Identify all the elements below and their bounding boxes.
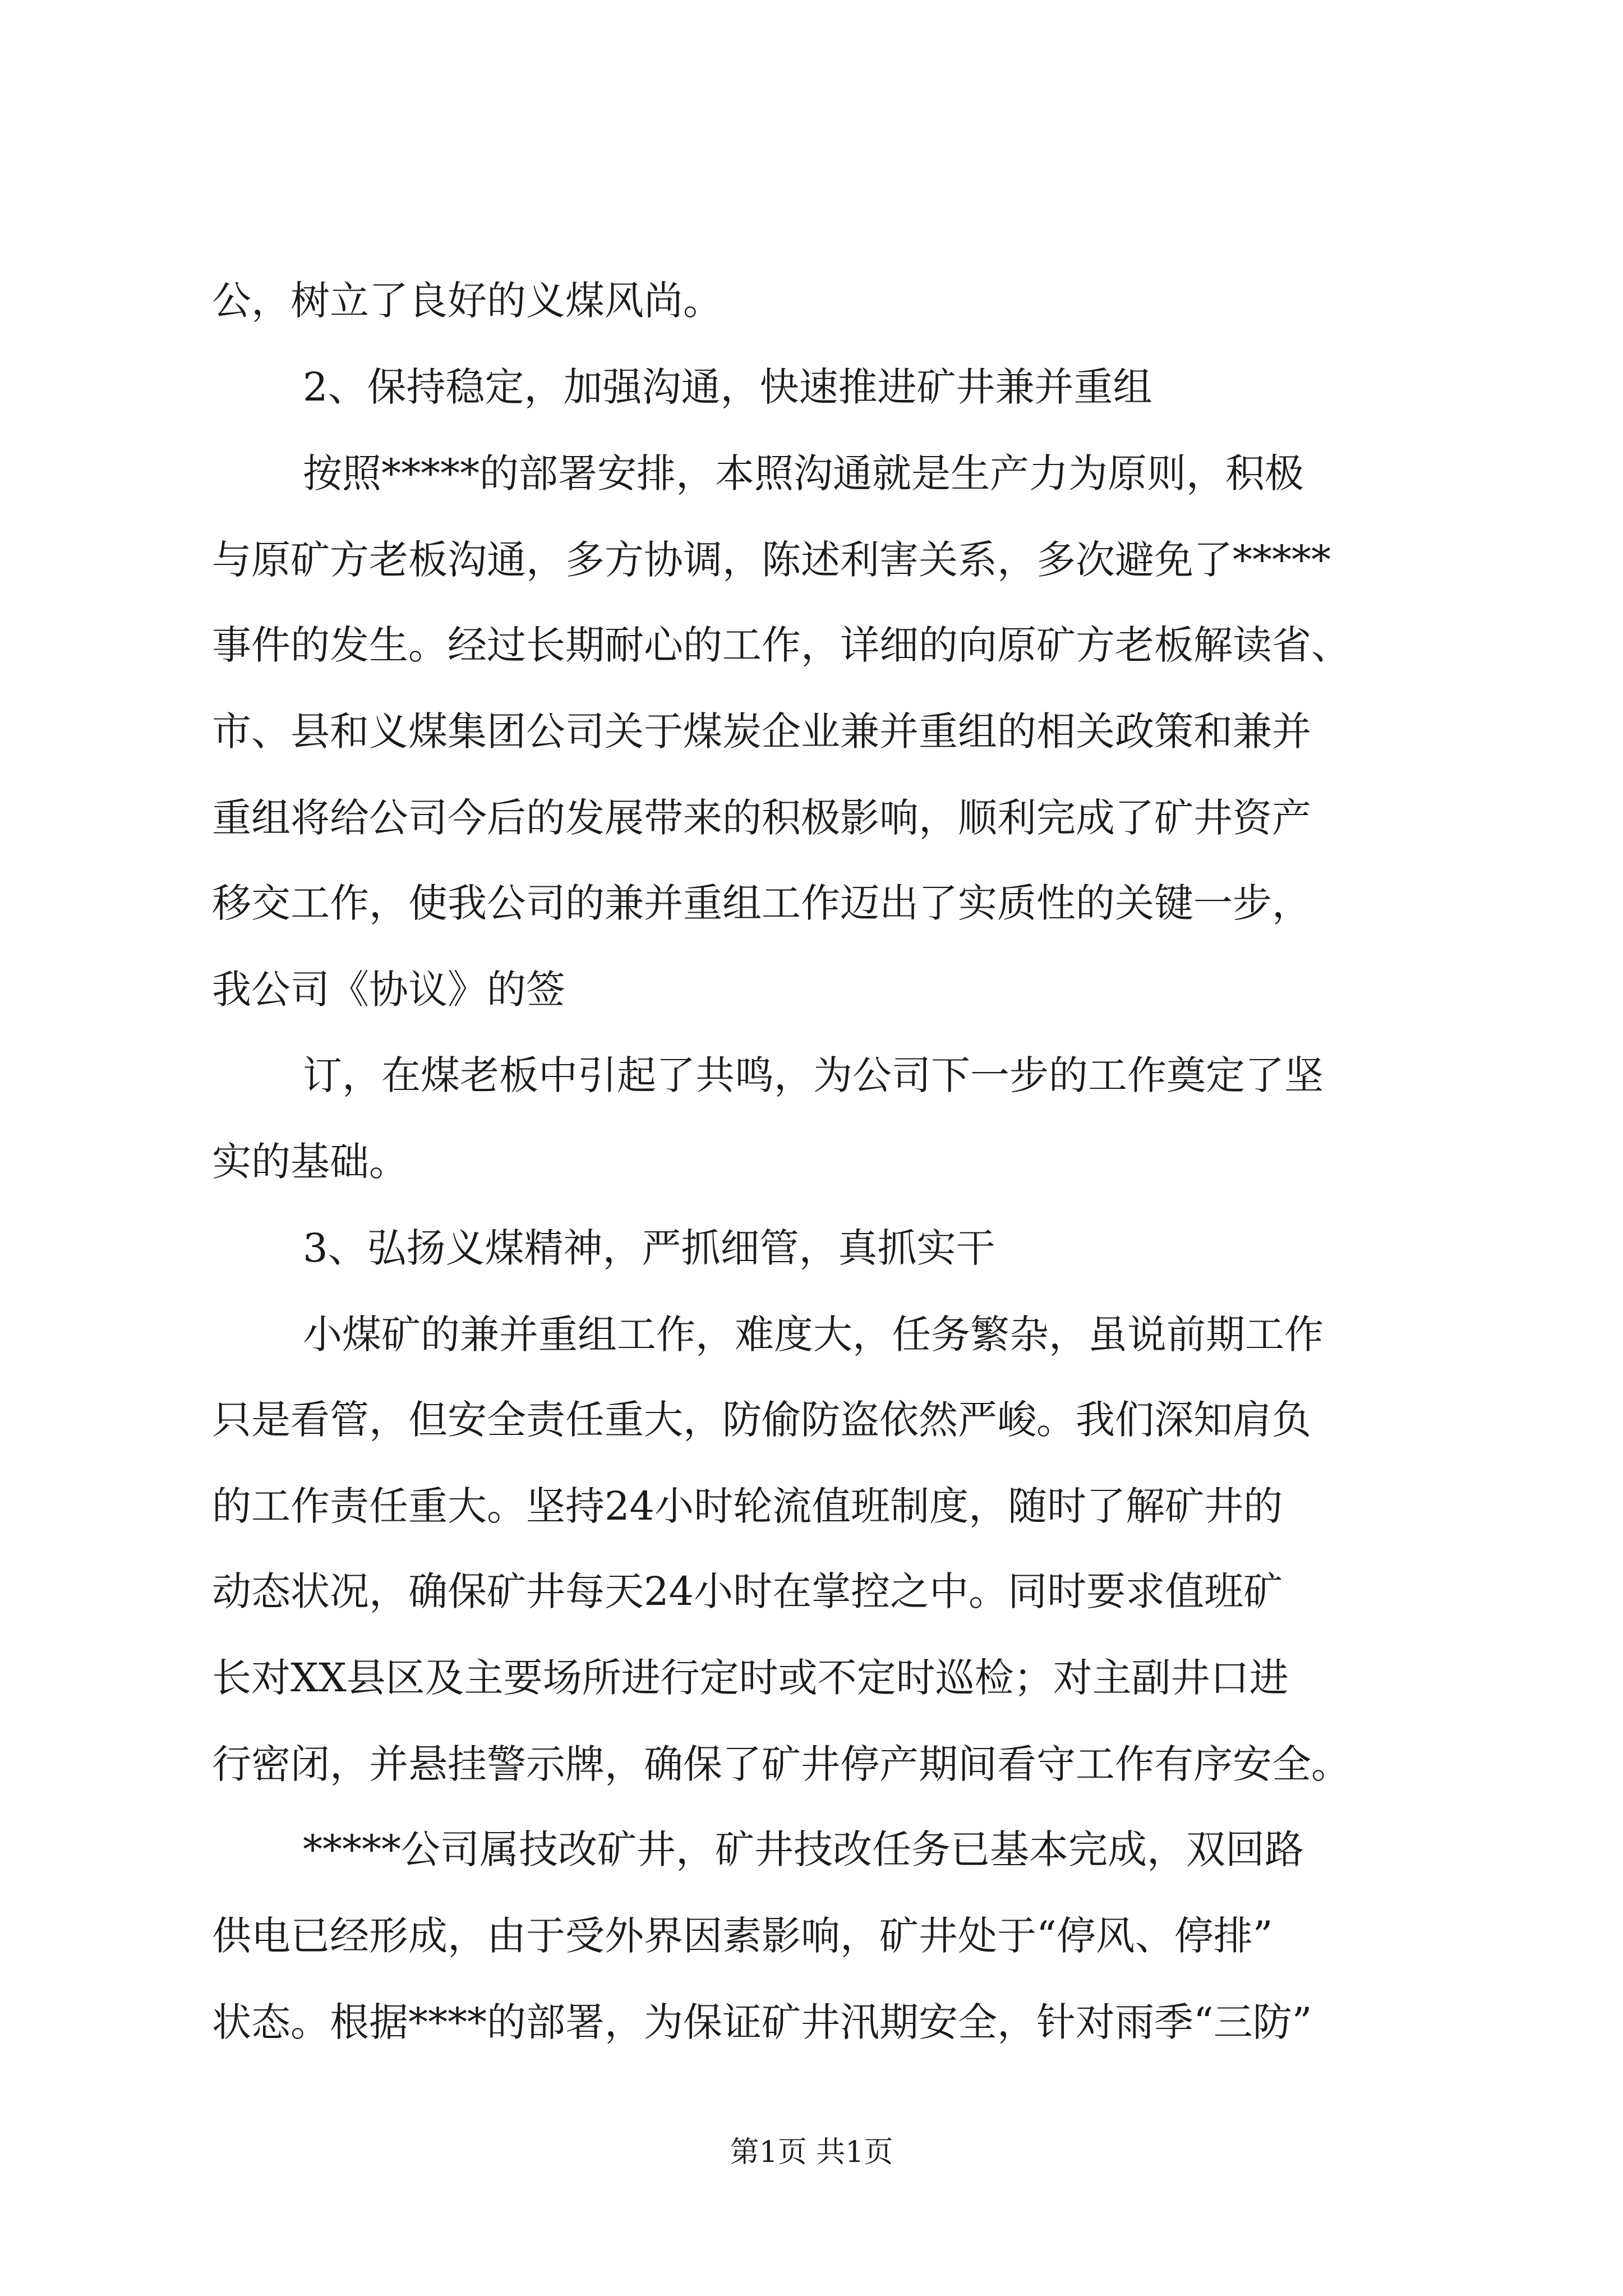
section-heading: 2、保持稳定，加强沟通，快速推进矿井兼并重组: [303, 364, 1152, 410]
text-line: 行密闭，并悬挂警示牌，确保了矿井停产期间看守工作有序安全。: [212, 1741, 1350, 1787]
text-line: 移交工作，使我公司的兼并重组工作迈出了实质性的关键一步，: [212, 880, 1311, 926]
section-heading: 3、弘扬义煤精神，严抓细管，真抓实干: [303, 1225, 995, 1271]
text-line: 小煤矿的兼并重组工作，难度大，任务繁杂，虽说前期工作: [303, 1312, 1324, 1358]
text-line: 我公司《协议》的签: [212, 967, 565, 1013]
text-line: 重组将给公司今后的发展带来的积极影响，顺利完成了矿井资产: [212, 795, 1311, 841]
text-line: 的工作责任重大。坚持24小时轮流值班制度，随时了解矿井的: [212, 1483, 1283, 1529]
text-line: 与原矿方老板沟通，多方协调，陈述利害关系，多次避免了*****: [212, 537, 1331, 583]
page-footer: 第1页 共1页: [730, 2136, 893, 2169]
text-line: 市、县和义煤集团公司关于煤炭企业兼并重组的相关政策和兼并: [212, 708, 1311, 754]
text-line: 只是看管，但安全责任重大，防偷防盗依然严峻。我们深知肩负: [212, 1397, 1311, 1443]
text-line: 实的基础。: [212, 1139, 408, 1185]
text-line: 按照*****的部署安排，本照沟通就是生产力为原则，积极: [303, 450, 1304, 496]
text-line: 状态。根据****的部署，为保证矿井汛期安全，针对雨季“三防”: [212, 1999, 1312, 2045]
text-line: *****公司属技改矿井，矿井技改任务已基本完成，双回路: [303, 1826, 1304, 1872]
text-line: 事件的发生。经过长期耐心的工作，详细的向原矿方老板解读省、: [212, 622, 1350, 668]
text-line: 公，树立了良好的义煤风尚。: [212, 278, 722, 324]
text-line: 订，在煤老板中引起了共鸣，为公司下一步的工作奠定了坚: [303, 1052, 1324, 1098]
text-line: 动态状况，确保矿井每天24小时在掌控之中。同时要求值班矿: [212, 1568, 1283, 1614]
text-line: 长对XX县区及主要场所进行定时或不定时巡检；对主副井口进: [212, 1655, 1289, 1701]
text-line: 供电已经形成，由于受外界因素影响，矿井处于“停风、停排”: [212, 1913, 1273, 1959]
